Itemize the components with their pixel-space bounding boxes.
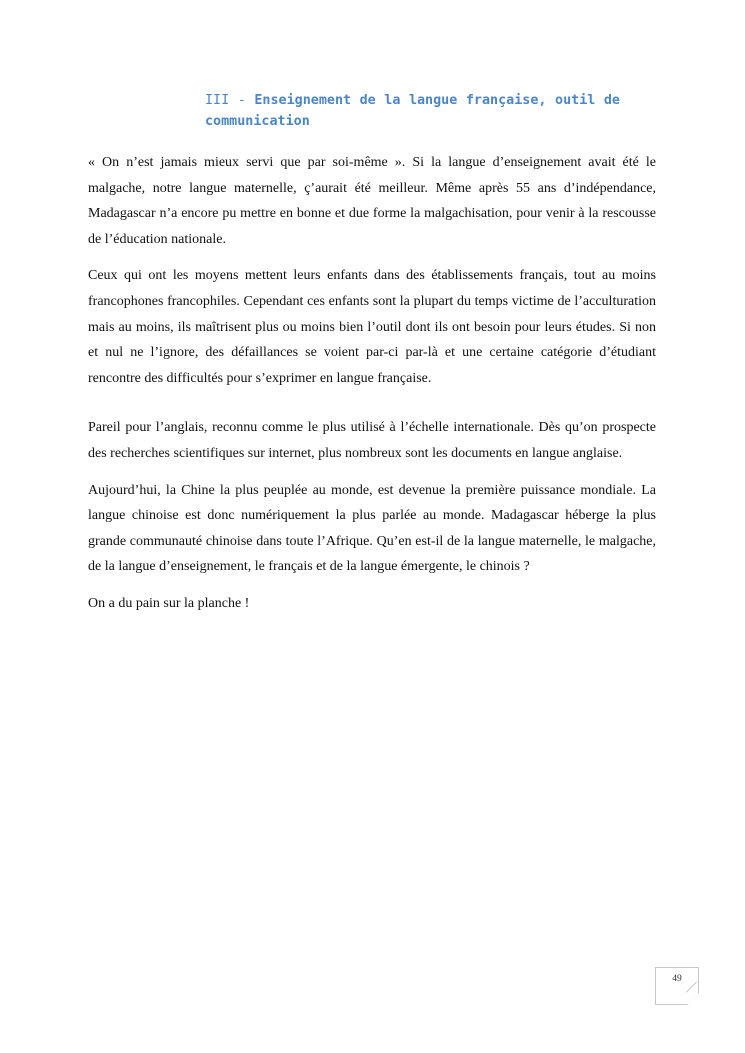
section-title: Enseignement de la langue française, outil de communication bbox=[205, 93, 620, 129]
paragraph-1: « On n’est jamais mieux servi que par soi-même ». Si la langue d’enseignement avait été le malgache, notre langue maternelle, ç’aurait été meilleur. Même après 55 ans d’indépendance, Madagascar n’a encore pu mettre en bonne et due forme la malgachisation, pour venir à la rescousse de l’éducation nationale. bbox=[88, 155, 656, 247]
paragraph-2: Ceux qui ont les moyens mettent leurs enfants dans des établissements français, tout au moins francophones francophiles. Cependant ces enfants sont la plupart du temps victime de l’acculturation mais au moins, ils maîtrisent plus ou moins bien l’outil dont ils ont besoin pour leurs études. Si non et nul ne l’ignore, des défaillances se voient par-ci par-là et une certaine catégorie d’étudiant rencontre des difficultés pour s’exprimer en langue française. bbox=[88, 268, 656, 386]
paragraph-3: Pareil pour l’anglais, reconnu comme le plus utilisé à l’échelle internationale. Dès qu’on prospecte des recherches scientifiques sur internet, plus nombreux sont les documents en langue anglaise. bbox=[88, 420, 656, 461]
section-heading bbox=[205, 90, 620, 132]
paragraph-4: Aujourd’hui, la Chine la plus peuplée au monde, est devenue la première puissance mondiale. La langue chinoise est donc numériquement la plus parlée au monde. Madagascar héberge la plus grande communauté chinoise dans toute l’Afrique. Qu’en est-il de la langue maternelle, le malgache, de la langue d’enseignement, le français et de la langue émergente, le chinois ? bbox=[88, 482, 656, 575]
body-text bbox=[88, 150, 656, 617]
section-number: III - bbox=[205, 93, 255, 108]
page-number: 49 bbox=[672, 974, 682, 984]
page-corner-fold bbox=[687, 993, 699, 1005]
paragraph-5: On a du pain sur la planche ! bbox=[88, 595, 250, 611]
